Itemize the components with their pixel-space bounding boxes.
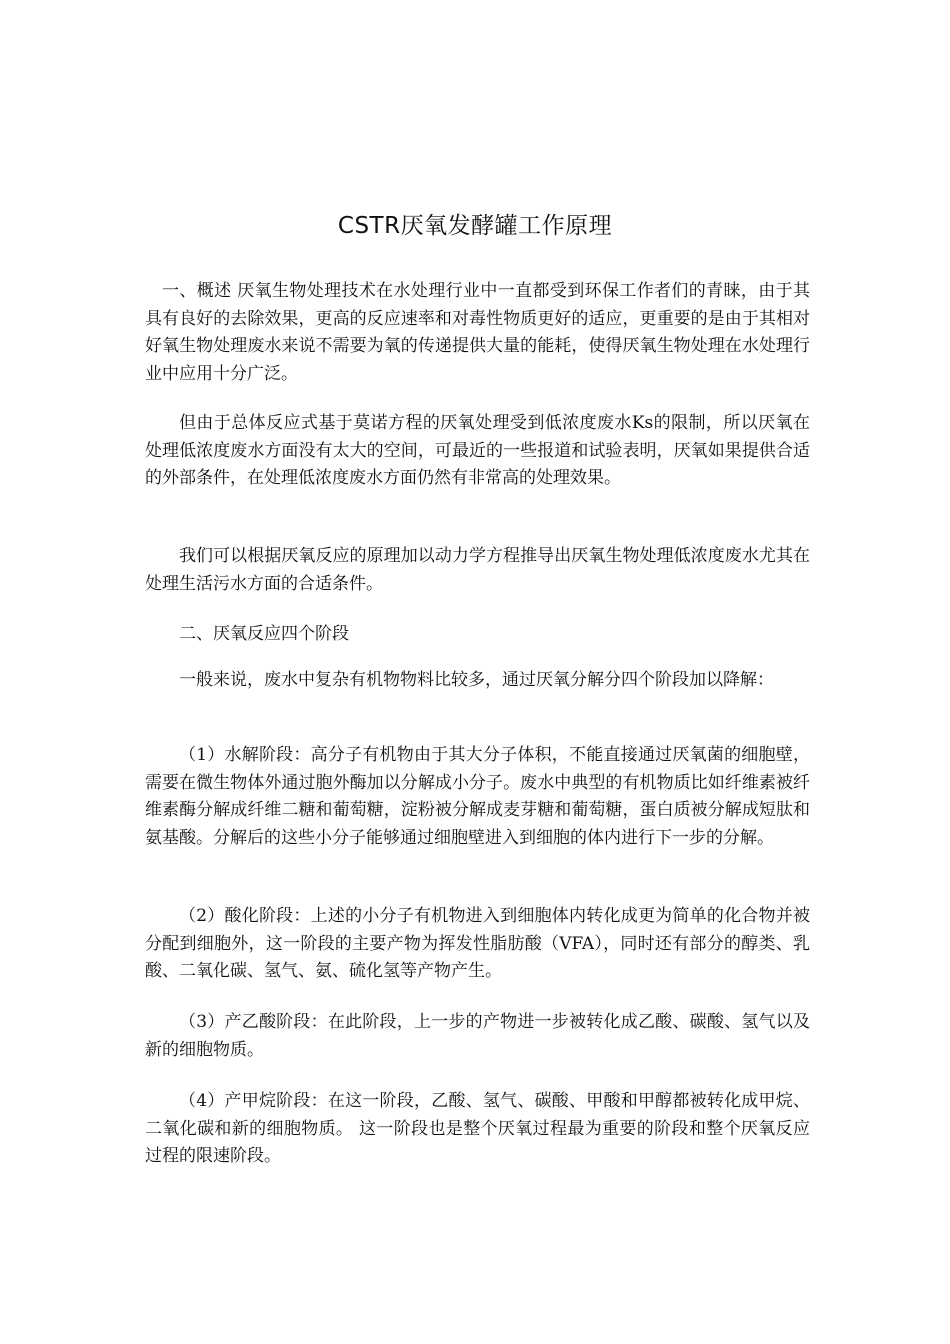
paragraph-kinetics: 我们可以根据厌氧反应的原理加以动力学方程推导出厌氧生物处理低浓度废水尤其在处理生活污水方面的合适条件。 [145,546,810,594]
paragraph-stage-methanogenesis: （4）产甲烷阶段：在这一阶段，乙酸、氢气、碳酸、甲酸和甲醇都被转化成甲烷、二氧化碳和新的细胞物质。 这一阶段也是整个厌氧过程最为重要的阶段和整个厌氧反应过程的限速阶段。 [145,1091,810,1166]
section-heading-four-stages: 二、厌氧反应四个阶段 [179,624,349,644]
paragraph-stage-acetogenesis: （3）产乙酸阶段：在此阶段，上一步的产物进一步被转化成乙酸、碳酸、氢气以及新的细胞物质。 [145,1012,810,1060]
paragraph-stage-hydrolysis: （1）水解阶段：高分子有机物由于其大分子体积，不能直接通过厌氧菌的细胞壁，需要在微生物体外通过胞外酶加以分解成小分子。废水中典型的有机物质比如纤维素被纤维素酶分解成纤维二糖和葡萄糖，淀粉被分解成麦芽糖和葡萄糖，蛋白质被分解成短肽和氨基酸。分解后的这些小分子能够通过细胞壁进入到细胞的体内进行下一步的分解。 [145,745,810,848]
document-title: CSTR厌氧发酵罐工作原理 [337,213,613,239]
paragraph-overview: 一、概述 厌氧生物处理技术在水处理行业中一直都受到环保工作者们的青睐，由于其具有良好的去除效果，更高的反应速率和对毒性物质更好的适应，更重要的是由于其相对好氧生物处理废水来说不需要为氧的传递提供大量的能耗，使得厌氧生物处理在水处理行业中应用十分广泛。 [145,281,810,384]
paragraph-stage-acidification: （2）酸化阶段：上述的小分子有机物进入到细胞体内转化成更为简单的化合物并被分配到细胞外，这一阶段的主要产物为挥发性脂肪酸（VFA），同时还有部分的醇类、乳酸、二氧化碳、氢气、氨、硫化氢等产物产生。 [145,906,810,981]
paragraph-low-concentration: 但由于总体反应式基于莫诺方程的厌氧处理受到低浓度废水Ks的限制，所以厌氧在处理低浓度废水方面没有太大的空间，可最近的一些报道和试验表明，厌氧如果提供合适的外部条件，在处理低浓度废水方面仍然有非常高的处理效果。 [145,413,810,488]
paragraph-intro-stages: 一般来说，废水中复杂有机物物料比较多，通过厌氧分解分四个阶段加以降解： [179,670,774,690]
